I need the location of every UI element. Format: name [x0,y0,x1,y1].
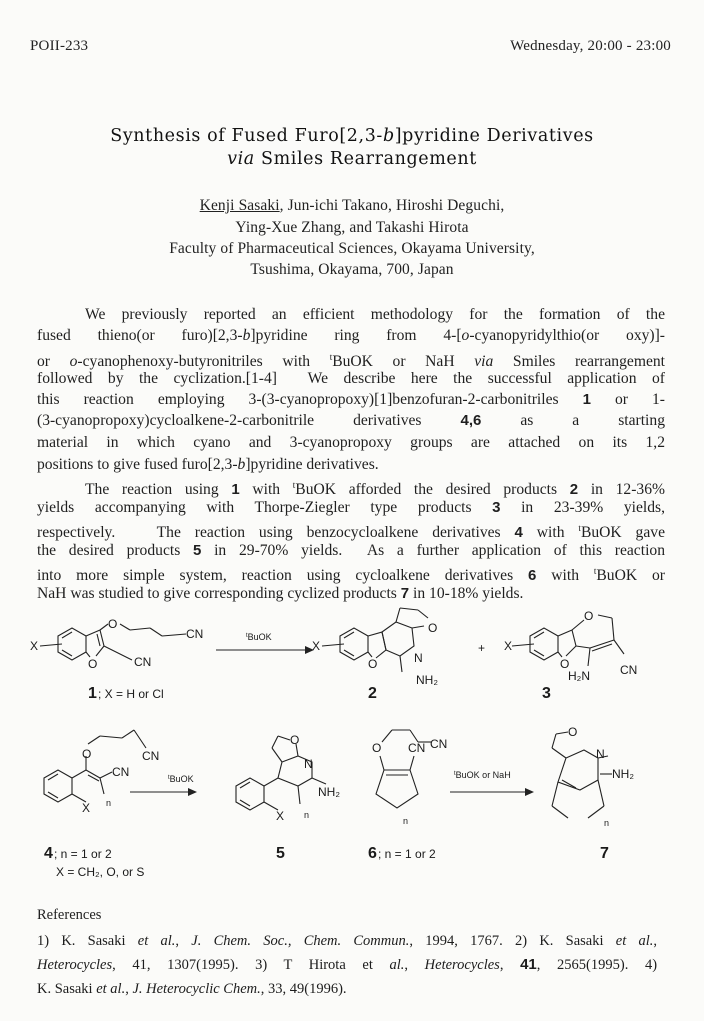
text-line [37,929,657,953]
compound-label-2: 2 [368,685,377,702]
atom-cn: CN [408,741,426,755]
arrow-head-2 [188,788,197,796]
atom-cn: CN [430,737,448,751]
atom-x: X [30,639,39,653]
text-run: in 12-36% [578,481,666,499]
text-run: material in which cyano and 3-cyanopropoxy groups are attached on its 1,2 [37,434,665,451]
superscript: t [593,566,597,576]
subscript-n: n [604,818,610,828]
affiliation: Faculty of Pharmaceutical Sciences, Okayama University, [169,240,535,257]
text-line [37,497,665,518]
text-run: positions to give fused furo[2,3- [37,456,238,473]
title-line-2 [0,149,704,169]
atom-o: O [368,657,378,671]
text-run: 1) K. Sasaki [37,933,138,949]
italic-run: o [461,327,470,344]
atom-cn: CN [112,765,130,779]
atom-o: O [372,741,382,755]
text-run: fused thieno(or furo)[2,3- [37,327,243,344]
text-run: followed by the cyclization.[1-4] We describe here the successful application of [37,370,665,387]
atom-x: X [276,809,285,823]
italic-run: b [242,327,251,344]
text-run: NaH was studied to give corresponding cyclized products [37,585,401,602]
atom-cn: CN [620,663,638,677]
text-run: into more simple system, reaction using cycloalkene derivatives [37,567,529,585]
atom-n: N [596,747,605,761]
superscript: t [329,352,333,362]
atom-x: X [504,639,513,653]
compound-5-structure [236,736,326,810]
text-run: with [536,567,594,585]
references-heading: References [37,907,102,923]
text-line [37,368,665,389]
atom-o: O [82,747,92,761]
title-part: ]pyridine Derivatives [394,126,594,146]
text-run: yields accompanying with Thorpe-Ziegler type products [37,499,493,516]
presenting-author: Kenji Sasaki [199,197,280,214]
title-part-italic: via [227,149,255,169]
compound-ref: 6 [528,567,537,585]
text-run: ]pyridine ring from 4-[ [250,327,462,344]
text-line [85,475,666,499]
text-run: or [37,353,70,371]
text-run: , 33, 49(1996). [260,981,347,997]
text-line [85,304,665,325]
text-run: respectively. The reaction using benzocycloalkene derivatives [37,524,515,542]
atom-nh2: NH₂ [318,785,340,799]
text-run: , 2565(1995). 4) [536,957,658,973]
compound-4-structure [44,730,146,802]
reagent-3: $^t$BuOK or NaH [454,770,511,780]
compound-ref: 1 [582,391,591,408]
text-run: or 1- [590,391,665,408]
italic-run: et al. [615,933,654,949]
atom-cn: CN [142,749,160,763]
text-run: in 29-70% yields. As a further application of this reaction [201,542,665,559]
compound-label-7: 7 [600,845,609,862]
text-run: , [653,933,658,949]
compound-ref: 5 [193,542,202,559]
superscript: t [578,523,581,533]
atom-o: O [428,621,438,635]
text-line [37,454,665,475]
atom-o: O [108,617,118,631]
atom-o: O [584,609,594,623]
text-line [37,953,657,977]
compound-4-desc-x: X = CH₂, O, or S [56,865,145,879]
text-run: K. Sasaki [37,981,97,997]
text-run: in 10-18% yields. [409,585,524,602]
atom-o: O [290,733,300,747]
text-run: We previously reported an efficient methodology for the formation of the [85,306,665,323]
italic-run: Heterocycles [424,957,500,973]
text-run: , 41, 1307(1995). 3) T Hirota et [112,957,390,973]
compound-label-1: 1 [88,685,97,702]
text-run: BuOK gave [580,524,665,542]
italic-run: J. Heterocyclic Chem. [132,981,261,997]
reagent-2: $^t$BuOK [168,774,194,784]
atom-x: X [312,639,321,653]
text-run: ]pyridine derivatives. [245,456,379,473]
text-run: The reaction using [85,481,232,499]
title-part: Smiles Rearrangement [254,149,477,169]
compound-ref: 2 [569,481,579,499]
italic-run: al. [389,957,405,973]
italic-run: Heterocycles [37,957,113,973]
compound-1-desc: ; X = H or Cl [98,687,164,701]
atom-n: N [304,757,313,771]
text-line [37,347,665,371]
text-run: -cyanophenoxy-butyronitriles with [77,353,330,371]
title-part: Synthesis of Fused Furo[2,3- [110,126,383,146]
italic-run: b [237,456,246,473]
atom-cn: CN [186,627,204,641]
text-line [37,540,665,561]
subscript-n: n [403,816,409,826]
compound-4-desc: ; n = 1 or 2 [54,847,112,861]
reagent-1: $^t$BuOK [246,632,272,642]
text-line [37,977,657,1001]
superscript: t [292,480,296,490]
text-run: BuOK or [596,567,665,585]
text-run: as a starting [481,412,665,429]
reaction-scheme [0,600,704,890]
title-part-italic: b [382,126,395,146]
text-run: -cyanopyridylthio(or oxy)]- [469,327,666,344]
authors-rest: , Jun-ichi Takano, Hiroshi Deguchi, [279,197,505,214]
text-run: in 23-39% yields, [500,499,665,516]
text-run: BuOK afforded the desired products [295,481,570,499]
compound-7-structure [552,732,608,818]
compound-label-5: 5 [276,845,285,862]
subscript-n: n [304,810,310,820]
text-run: BuOK or NaH [332,353,475,371]
italic-run: et al. [96,981,126,997]
text-line [37,561,665,585]
text-line [37,389,665,410]
subscript-n: n [106,798,112,808]
italic-run: via [474,353,494,371]
atom-nh2: NH₂ [416,673,438,687]
italic-run: J. Chem. Soc., Chem. Commun. [191,933,410,949]
address: Tsushima, Okayama, 700, Japan [250,261,454,278]
atom-nh2: NH₂ [612,767,634,781]
compound-ref: 4,6 [460,412,482,429]
plus-sign: + [478,641,486,655]
compound-label-4: 4 [44,845,53,862]
poster-id: POII-233 [30,38,89,54]
text-run: , [499,957,521,973]
compound-ref: 3 [492,499,501,516]
text-run: Smiles rearrangement [493,353,665,371]
arrow-head-3 [525,788,534,796]
text-run: the desired products [37,542,194,559]
session-time: Wednesday, 20:00 - 23:00 [510,38,671,54]
text-line [37,325,665,346]
atom-h2n: H₂N [568,669,590,683]
text-line [37,518,665,542]
text-line [37,432,665,453]
text-run: , 1994, 1767. 2) K. Sasaki [409,933,616,949]
compound-ref: 1 [231,481,240,499]
compound-ref: 7 [400,585,410,602]
atom-o: O [88,657,98,671]
text-run: this reaction employing 3-(3-cyanopropoxy)[1]benzofuran-2-carbonitriles [37,391,583,408]
atom-x: X [82,801,91,815]
atom-o: O [560,657,570,671]
text-run: , [404,957,425,973]
compound-label-3: 3 [542,685,551,702]
text-line [37,410,665,431]
italic-run: o [69,353,78,371]
title-line-1 [0,126,704,146]
atom-n: N [414,651,423,665]
compound-6-desc: ; n = 1 or 2 [378,847,436,861]
italic-run: et al. [137,933,176,949]
compound-ref: 4 [514,524,523,542]
atom-o: O [568,725,578,739]
compound-ref: 41 [520,956,537,973]
text-run: with [239,481,293,499]
text-run: with [522,524,579,542]
atom-cn: CN [134,655,152,669]
authors-line-1 [0,197,704,215]
text-run: (3-cyanopropoxy)cycloalkene-2-carbonitrile derivatives [37,412,461,429]
text-run: , [175,933,192,949]
text-run: , [125,981,133,997]
authors-line-2: Ying-Xue Zhang, and Takashi Hirota [235,219,469,236]
compound-label-6: 6 [368,845,377,862]
